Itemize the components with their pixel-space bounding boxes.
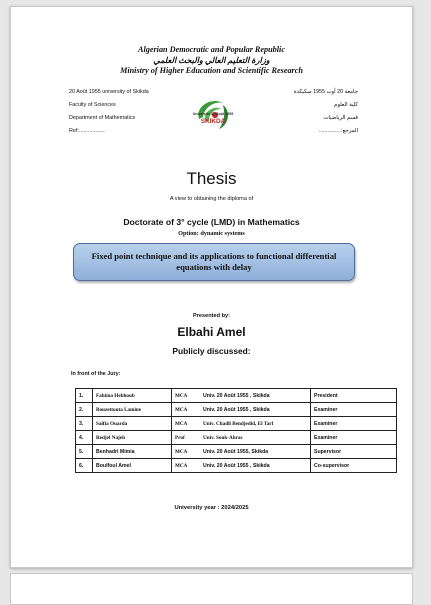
table-row: [76, 389, 397, 403]
member-role: Supervisor: [311, 445, 397, 459]
member-grade: MCA: [172, 445, 201, 459]
member-name: Saifia Ouarda: [93, 417, 172, 431]
row-number: 2.: [76, 403, 93, 417]
university-logo: [189, 95, 237, 139]
jury-table: [75, 388, 397, 473]
left-faculty: Faculty of Sciences: [69, 102, 116, 108]
author-name: Elbahi Amel: [177, 325, 246, 339]
member-name: Redjel Najeh: [93, 431, 172, 445]
row-number: 3.: [76, 417, 93, 431]
university-logo-icon: [189, 95, 237, 139]
member-name: Fahima Hebhoub: [93, 389, 172, 403]
row-number: 6.: [76, 459, 93, 473]
republic-heading: Algerian Democratic and Popular Republic: [138, 45, 285, 54]
diploma-name: Doctorate of 3° cycle (LMD) in Mathematics: [123, 217, 300, 227]
right-department: قسم الرياضيات: [323, 115, 358, 121]
row-number: 5.: [76, 445, 93, 459]
member-university: Univ. 20 Août 1955 , Skikda: [200, 403, 311, 417]
left-university: 20 Août 1955 university of Skikda: [69, 89, 149, 95]
member-grade: MCA: [172, 389, 201, 403]
member-role: Examiner: [311, 417, 397, 431]
member-name: Benhadri Mimia: [93, 445, 172, 459]
member-name: Boulfoul Amel: [93, 459, 172, 473]
row-number: 4.: [76, 431, 93, 445]
document-page: [10, 6, 413, 568]
publicly-discussed: Publicly discussed:: [172, 346, 251, 356]
diploma-intro: A view to obtaining the diploma of: [169, 196, 254, 202]
left-ref: Ref:..................: [69, 128, 106, 134]
member-university: Univ. 20 Août 1955 , Skikda: [200, 459, 311, 473]
ministry-heading: Ministry of Higher Education and Scientific Research: [120, 66, 303, 75]
jury-label: In front of the Jury:: [71, 371, 121, 377]
thesis-subject-box: [73, 243, 355, 281]
logo-arc-text: Université 20 Août 1955: [192, 112, 234, 116]
member-university: Univ. Souk-Ahras: [200, 431, 311, 445]
table-row: [76, 459, 397, 473]
member-role: Examiner: [311, 403, 397, 417]
member-grade: Prof: [172, 431, 201, 445]
left-department: Department of Mathematics: [69, 115, 136, 121]
right-faculty: كلية العلوم: [333, 102, 358, 108]
member-name: Bouzettouta Lamine: [93, 403, 172, 417]
table-row: [76, 445, 397, 459]
member-role: Co-supervisor: [311, 459, 397, 473]
member-role: President: [311, 389, 397, 403]
member-grade: MCA: [172, 459, 201, 473]
table-row: [76, 417, 397, 431]
arabic-ministry-heading: وزارة التعليم العالي والبحث العلمي: [153, 56, 270, 65]
right-ref: المرجع:...............: [318, 128, 358, 134]
member-university: Univ. 20 Août 1955 , Skikda: [200, 389, 311, 403]
presented-by-label: Presented by:: [193, 313, 230, 319]
university-year: University year : 2024/2025: [174, 505, 249, 511]
member-role: Examiner: [311, 431, 397, 445]
next-page: [10, 573, 413, 605]
diploma-option: Option: dynamic systems: [178, 230, 245, 237]
logo-name: SKIKDA: [200, 118, 226, 125]
table-row: [76, 431, 397, 445]
thesis-subject: Fixed point technique and its applications to functional differential equations with delay: [91, 251, 337, 272]
table-row: [76, 403, 397, 417]
member-grade: MCA: [172, 403, 201, 417]
member-university: Univ. Chadli Bendjedid, El Tarf: [200, 417, 311, 431]
right-university: جامعة 20 أوت 1955 سكيكدة: [293, 89, 358, 95]
member-grade: MCA: [172, 417, 201, 431]
row-number: 1.: [76, 389, 93, 403]
member-university: Univ. 20 Août 1955, Skikda: [200, 445, 311, 459]
thesis-title: Thesis: [186, 169, 237, 188]
